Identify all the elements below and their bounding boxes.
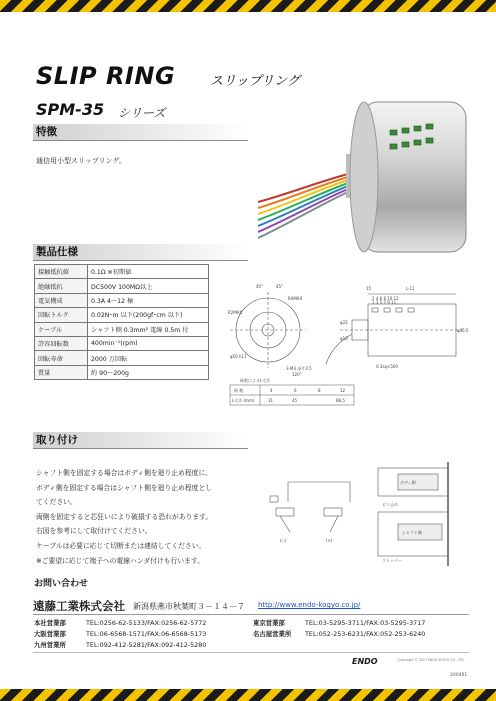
instruction-line: ケーブルは必要に応じて切断または連結してください。 [36, 541, 206, 550]
pole-value: 12 [340, 388, 346, 393]
spec-key: 質量 [35, 365, 88, 379]
spec-key: 回転トルク [35, 308, 88, 322]
spec-key: 絶縁抵抗 [35, 279, 88, 293]
dimension-drawing [226, 282, 470, 416]
company-logo: ENDO [352, 657, 378, 666]
table-row [35, 265, 209, 279]
mounting-heading: 取り付け [33, 432, 248, 449]
spec-value: 0.1Ω ※初期値 [88, 265, 209, 279]
company-name: 遠藤工業株式会社 [33, 599, 125, 613]
table-row [35, 308, 209, 322]
drawing-label: φ50 h11 [230, 354, 247, 359]
office-name: 本社営業部 [34, 619, 66, 627]
company-address: 新潟県燕市秋葉町３－１４－７ [133, 602, 245, 611]
spec-key: 接触抵抗値 [35, 265, 88, 279]
length-value: 31 [268, 398, 274, 403]
drawing-label: φ35.5 [457, 328, 469, 333]
spec-key: 許容回転数 [35, 336, 88, 350]
figure-label: ボディ側 [400, 480, 416, 485]
spec-key: 回転寿命 [35, 351, 88, 365]
copyright: Copyright © 2017 ENDO KOGYO CO., LTD. [398, 658, 465, 662]
office-phone: TEL:052-253-6231/FAX:052-253-6240 [305, 630, 426, 638]
drawing-label: φ10 [340, 336, 348, 341]
mounting-figure [258, 462, 470, 566]
table-row [35, 279, 209, 293]
contact-divider [33, 614, 469, 615]
spec-heading: 製品仕様 [33, 244, 248, 261]
office-entry [253, 618, 425, 627]
product-photo [258, 82, 476, 278]
cables [258, 174, 348, 238]
office-phone: TEL:092-412-5281/FAX:092-412-5280 [86, 641, 207, 649]
spec-table [34, 264, 209, 380]
drawing-label: 1 3 5 7 9 11 [372, 300, 397, 305]
drawing-label: L-11 [406, 286, 415, 291]
drawing-label: 3-M3 深サ3.5 [286, 366, 312, 371]
bottom-hazard-stripe [0, 689, 496, 701]
instruction-line: ボディ側を固定する場合はシャフト側を廻り止め程度とし [36, 483, 213, 492]
office-entry [253, 629, 425, 638]
drawing-label: φ22 [340, 320, 348, 325]
table-row [35, 351, 209, 365]
page-title-kana: スリップリング [210, 74, 300, 89]
figure-label: シャフト側 [402, 530, 422, 535]
pole-value: 4 [270, 388, 273, 393]
footer-divider [33, 652, 469, 653]
office-entry [34, 618, 206, 627]
office-entry [34, 629, 206, 638]
figure-mark-ok: (○) [280, 538, 287, 543]
model-name: SPM-35 [36, 100, 105, 119]
spec-key: 電気構成 [35, 293, 88, 307]
office-entry [34, 640, 206, 649]
drawing-label: 15 [366, 286, 372, 291]
figure-mark-ng: (×) [326, 538, 333, 543]
length-header: L寸法 (mm) [232, 398, 255, 403]
instruction-line: シャフト側を固定する場合はボディ側を廻り止め程度に、 [36, 469, 213, 477]
instruction-line: てください。 [36, 498, 77, 507]
drawing-label: R2MAX [228, 310, 243, 315]
figure-label: ストッパー [382, 558, 402, 563]
pole-value: 6 [294, 388, 297, 393]
length-value: 45 [292, 398, 298, 403]
drawing-label: 120° [292, 372, 302, 377]
table-row [35, 293, 209, 307]
instruction-line: 右図を参考にして取付けてください。 [36, 527, 152, 536]
spec-value: シャフト側 0.3mm² 電線 0.5m 付 [88, 322, 209, 336]
instruction-line: ※ご要望に応じて端子への電線ハンダ付けも行います。 [36, 556, 205, 565]
spec-value: 0.3A 4〜12 極 [88, 293, 209, 307]
figure-label: ピン止め [382, 502, 398, 507]
model-suffix: シリーズ [118, 106, 166, 120]
contact-heading: お問い合わせ [34, 579, 89, 589]
features-heading: 特徴 [33, 124, 248, 141]
instruction-line: 両側を固定すると芯狂いにより破損する恐れがあります。 [36, 512, 213, 521]
pole-header: 極 数 [234, 388, 244, 393]
office-name: 東京営業部 [253, 619, 285, 627]
spec-value: DC500V 100MΩ以上 [88, 279, 209, 293]
document-number: 200401 [450, 673, 468, 678]
office-phone: TEL:06-6568-1571/FAX:06-6568-5173 [86, 630, 207, 638]
office-name: 名古屋営業所 [253, 630, 292, 638]
table-row [35, 365, 209, 379]
drawing-label: 0.3sq×500 [376, 364, 398, 369]
features-description: 通信用小型スリップリング。 [36, 157, 127, 165]
drawing-label: 2 4 6 8 10 12 [372, 296, 399, 301]
length-value: 88.5 [336, 398, 345, 403]
company-url[interactable]: http://www.endo-kogyo.co.jp/ [258, 601, 361, 609]
office-phone: TEL:03-5295-3711/FAX:03-5295-3717 [305, 619, 426, 627]
table-row [35, 322, 209, 336]
spec-value: 約 90〜200g [88, 365, 209, 379]
office-name: 大阪営業部 [34, 630, 66, 638]
mounting-instructions [36, 466, 212, 568]
drawing-label: R4MAX [288, 296, 303, 301]
pole-table-title: 極数によるL寸法 [240, 378, 271, 383]
spec-value: 400min⁻¹(rpm) [88, 336, 209, 350]
office-name: 九州営業所 [34, 641, 66, 649]
pole-value: 8 [318, 388, 321, 393]
spec-key: ケーブル [35, 322, 88, 336]
spec-value: 0.02N･m 以下(200gf･cm 以下) [88, 308, 209, 322]
spec-value: 2000 万回転 [88, 351, 209, 365]
page-title: SLIP RING [36, 62, 176, 90]
drawing-label: 45° [256, 284, 264, 289]
table-row [35, 336, 209, 350]
pole-table [230, 377, 354, 405]
drawing-label: 45° [276, 284, 284, 289]
office-phone: TEL:0256-62-5133/FAX:0256-62-5772 [86, 619, 207, 627]
top-hazard-stripe [0, 0, 496, 12]
